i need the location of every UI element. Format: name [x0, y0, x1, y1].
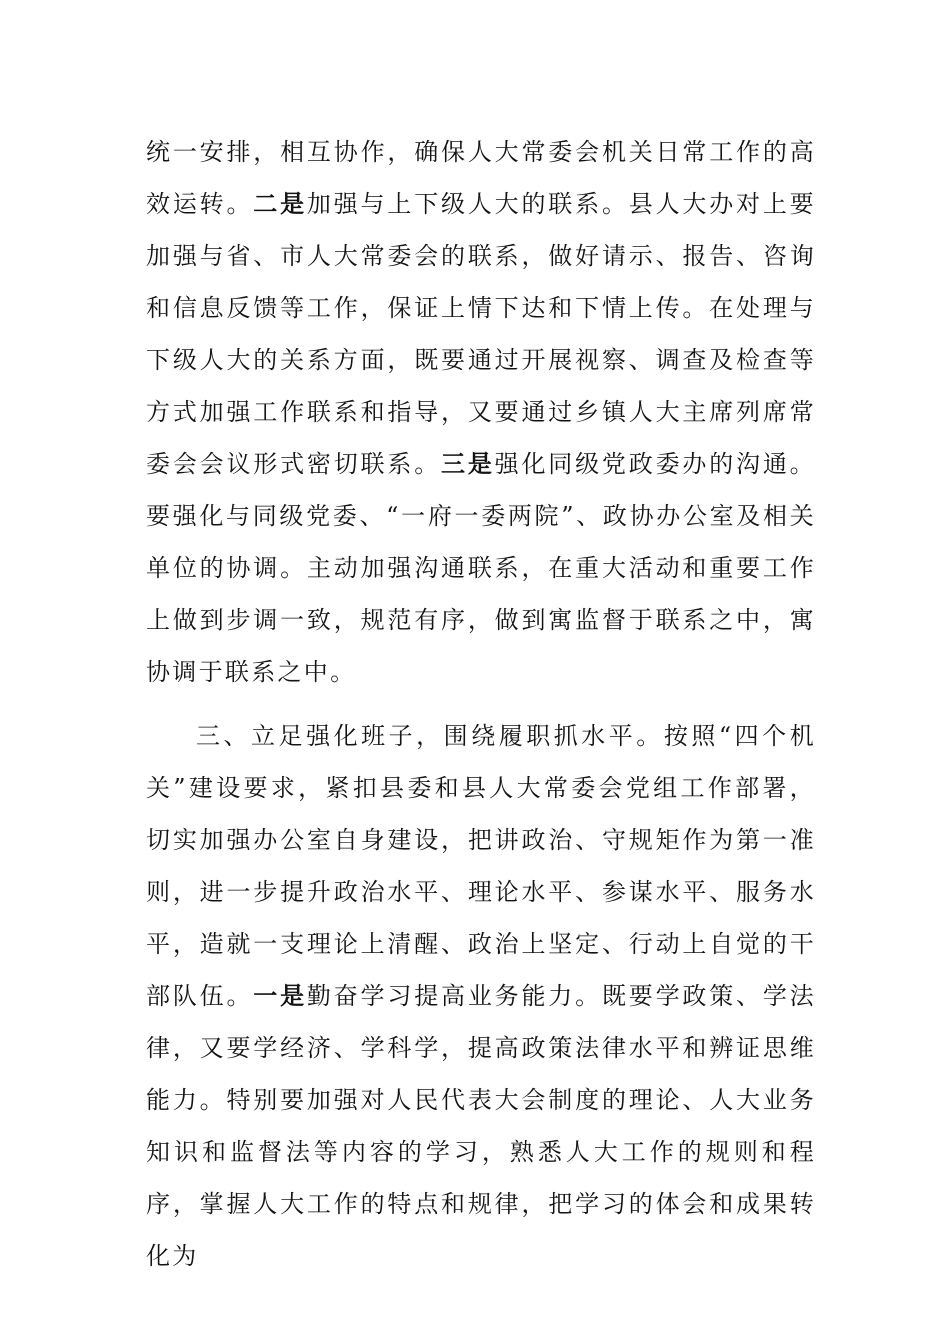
text-run: 加强与上下级人大的联系。县人大办对上要加强与省、市人大常委会的联系，做好请示、报告、咨询和信息反馈等工作，保证上情下达和下情上传。在处理与下级人大的关系方面，既要通过开展视察、调查及检查等方式加强工作联系和指导，又要通过乡镇人大主席列席常委会会议形式密切联系。	[146, 190, 816, 478]
text-run: 勤奋学习提高业务能力。既要学政策、学法律，又要学经济、学科学，提高政策法律水平和辨证思维能力。特别要加强对人民代表大会制度的理论、人大业务知识和监督法等内容的学习，熟悉人大工作的规则和程序，掌握人大工作的特点和规律，把学习的体会和成果转化为	[146, 982, 816, 1270]
bold-run: 三是	[441, 450, 495, 478]
section-paragraph	[146, 710, 816, 1282]
bold-run: 二是	[253, 190, 307, 218]
body-paragraph	[146, 126, 816, 698]
text-run: 三、立足强化班子，围绕履职抓水平。按照“四个机关”建设要求，紧扣县委和县人大常委会党组工作部署，切实加强办公室自身建设，把讲政治、守规矩作为第一准则，进一步提升政治水平、理论水平、参谋水平、服务水平，造就一支理论上清醒、政治上坚定、行动上自觉的干部队伍。	[146, 722, 816, 1010]
bold-run: 一是	[253, 982, 307, 1010]
text-run: 统一安排，相互协作，确保人大常委会机关日常工作的高效运转。	[146, 138, 816, 218]
text-run: 强化同级党政委办的沟通。要强化与同级党委、“一府一委两院”、政协办公室及相关单位的协调。主动加强沟通联系，在重大活动和重要工作上做到步调一致，规范有序，做到寓监督于联系之中，寓协调于联系之中。	[146, 450, 816, 686]
